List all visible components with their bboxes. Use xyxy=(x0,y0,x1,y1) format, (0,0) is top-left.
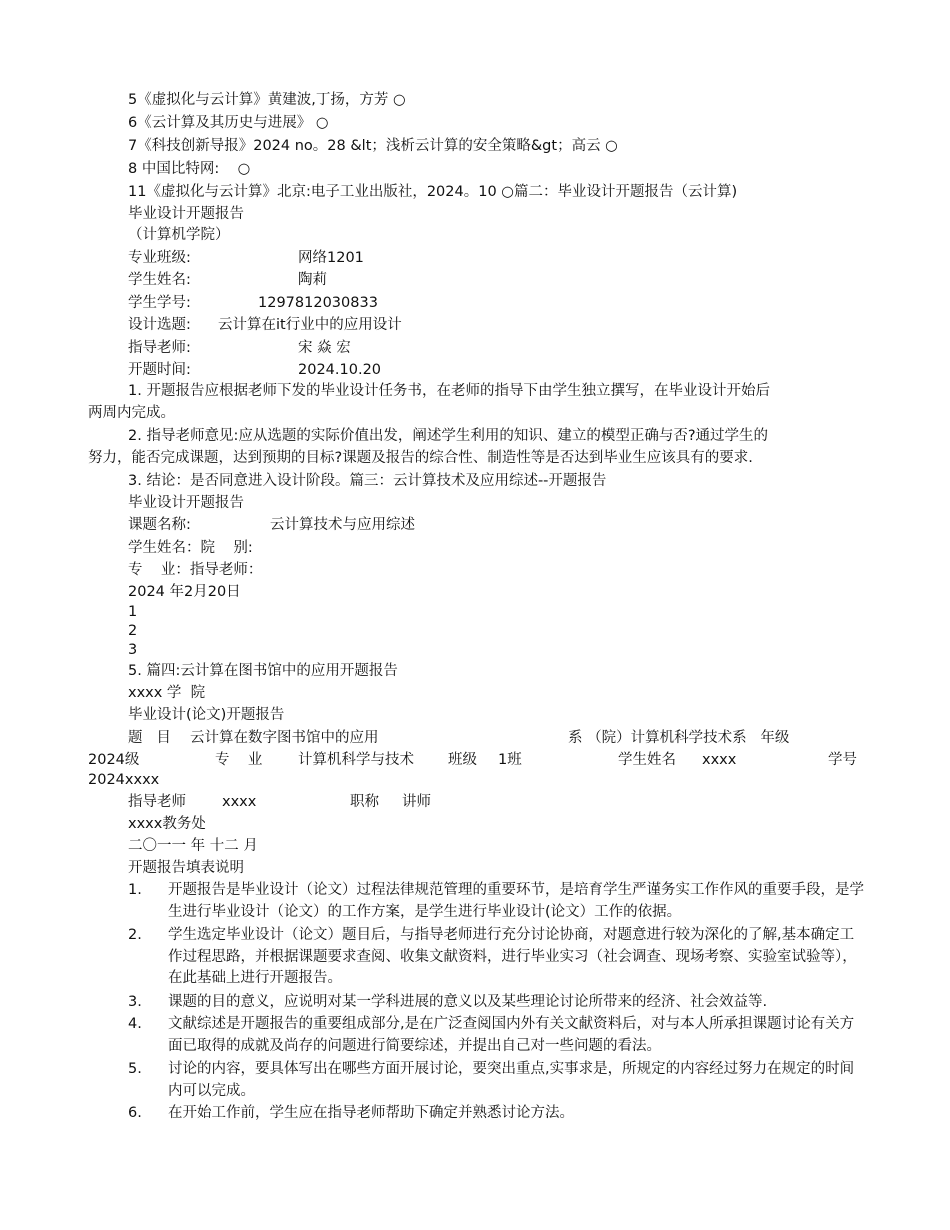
field-value: 讲师 xyxy=(402,794,431,810)
list-item: 课题的目的意义，应说明对某一学科进展的意义以及某些理论讨论所带来的经济、社会效益等. xyxy=(168,994,768,1010)
list-item: 学生选定毕业设计（论文）题目后，与指导老师进行充分讨论协商，对题意进行较为深化的了解,基本确定工作过程思路，并根据课题要求查阅、收集文献资料，进行毕业实习（社会调查、现场考察、实验室试验等），在此基础上进行开题报告。 xyxy=(168,927,857,986)
field-value: xxxx xyxy=(702,752,737,768)
field-label: 学生学号: xyxy=(128,295,191,311)
field-label: 学号 xyxy=(828,752,857,768)
field-value: 陶莉 xyxy=(298,272,327,288)
dept-line: 系 （院）计算机科学技术系 年级 xyxy=(568,730,790,746)
ref-line: 11《虚拟化与云计算》北京:电子工业出版社，2024。10 ○篇二：毕业设计开题报告（云计算) xyxy=(128,184,738,200)
note-line: 1. 开题报告应根据老师下发的毕业设计任务书，在老师的指导下由学生独立撰写，在毕业设计开始后 xyxy=(128,383,770,399)
report-title: 毕业设计开题报告 xyxy=(128,206,244,222)
note-line: 3. 结论：是否同意进入设计阶段。篇三：云计算技术及应用综述--开题报告 xyxy=(128,473,607,489)
grade-value: 2024级 xyxy=(88,752,140,768)
toc-item: 5. 篇四:云计算在图书馆中的应用开题报告 xyxy=(128,663,398,679)
field-value: 2024xxxx xyxy=(88,772,160,788)
list-number: 3. xyxy=(128,994,142,1010)
school-name: xxxx 学 院 xyxy=(128,685,206,701)
note-line: 2. 指导老师意见:应从选题的实际价值出发，阐述学生利用的知识、建立的模型正确与否?通过学生的 xyxy=(128,428,769,444)
toc-item: 1 xyxy=(128,604,138,620)
field-label: 设计选题: xyxy=(128,317,191,333)
list-item: 在开始工作前，学生应在指导老师帮助下确定并熟悉讨论方法。 xyxy=(168,1105,574,1121)
report-title: 毕业设计(论文)开题报告 xyxy=(128,707,285,723)
toc-item: 3 xyxy=(128,642,138,658)
list-item: 文献综述是开题报告的重要组成部分,是在广泛查阅国内外有关文献资料后，对与本人所承担课题讨论有关方面已取得的成就及尚存的问题进行简要综述，并提出自己对一些问题的看法。 xyxy=(168,1016,855,1054)
ref-line: 8 中国比特网: ○ xyxy=(128,161,251,177)
instructions-title: 开题报告填表说明 xyxy=(128,860,244,876)
field-value: 宋 焱 宏 xyxy=(298,340,351,356)
ref-line: 7《科技创新导报》2024 no。28 &lt；浅析云计算的安全策略&gt；高云 ○ xyxy=(128,138,618,154)
list-number: 6. xyxy=(128,1105,142,1121)
note-line: 两周内完成。 xyxy=(88,405,175,421)
field-value: 1297812030833 xyxy=(258,295,378,311)
field-label: 学生姓名: xyxy=(128,272,191,288)
toc-item: 2 xyxy=(128,623,138,639)
note-line: 努力，能否完成课题，达到预期的目标?课题及报告的综合性、制造性等是否达到毕业生应该具有的要求. xyxy=(88,450,753,466)
field-label: 课题名称: xyxy=(128,517,191,533)
field-value: 网络1201 xyxy=(298,250,364,266)
field-value: xxxx xyxy=(222,794,257,810)
field-label: 学生姓名 xyxy=(618,752,676,768)
list-item: 讨论的内容，要具体写出在哪些方面开展讨论，要突出重点,实事求是，所规定的内容经过努力在规定的时间内可以完成。 xyxy=(168,1061,855,1099)
field-label: 开题时间: xyxy=(128,362,191,378)
field-value: 云计算技术与应用综述 xyxy=(270,517,415,533)
ref-line: 5《虚拟化与云计算》黄建波,丁扬，方芳 ○ xyxy=(128,92,406,108)
report-title: 毕业设计开题报告 xyxy=(128,495,244,511)
field-label: 题 目 xyxy=(128,730,171,746)
field-value: 云计算在数字图书馆中的应用 xyxy=(190,730,379,746)
field-label: 专业班级: xyxy=(128,250,191,266)
field-value: 云计算在it行业中的应用设计 xyxy=(218,317,402,333)
list-number: 4. xyxy=(128,1016,142,1032)
ref-line: 6《云计算及其历史与进展》 ○ xyxy=(128,115,329,131)
field-label: 指导老师 xyxy=(128,794,186,810)
office-name: xxxx教务处 xyxy=(128,816,206,832)
report-date: 2024 年2月20日 xyxy=(128,584,241,600)
field-value: 1班 xyxy=(498,752,522,768)
student-line: 学生姓名：院 别: xyxy=(128,540,253,556)
field-label: 专 业 xyxy=(215,752,263,768)
field-label: 班级 xyxy=(448,752,477,768)
field-value: 2024.10.20 xyxy=(298,362,382,378)
major-line: 专 业：指导老师： xyxy=(128,562,263,578)
list-number: 2. xyxy=(128,927,142,943)
report-date: 二〇一一 年 十二 月 xyxy=(128,838,258,854)
college-name: （计算机学院） xyxy=(128,227,230,243)
field-label: 职称 xyxy=(350,794,379,810)
list-number: 1. xyxy=(128,882,142,898)
list-item: 开题报告是毕业设计（论文）过程法律规范管理的重要环节，是培育学生严谨务实工作作风的重要手段，是学生进行毕业设计（论文）的工作方案，是学生进行毕业设计(论文）工作的依据。 xyxy=(168,882,864,920)
field-label: 指导老师: xyxy=(128,340,191,356)
list-number: 5. xyxy=(128,1061,142,1077)
field-value: 计算机科学与技术 xyxy=(298,752,414,768)
